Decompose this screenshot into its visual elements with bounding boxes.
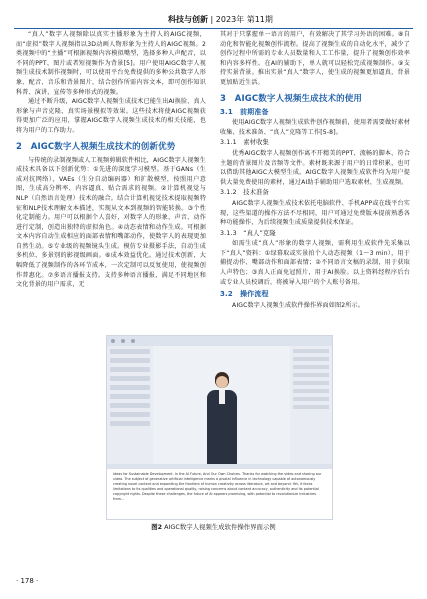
app-body	[107, 346, 332, 464]
paragraph: AIGC数字人视频生成技术依托电脑软件、手机APP或在线平台实现，这些渠道的操作方法不尽相同，用户可通过免费版本提前熟悉各种功能操作，为后续视频生成质量提供技术保证。	[220, 199, 410, 227]
journal-name: 科技与创新	[168, 15, 208, 24]
journal-issue: 2023年 第11期	[215, 15, 273, 24]
page-number: · 178 ·	[16, 577, 39, 585]
subsubsection-heading: 3.1.1 素材收集	[220, 139, 270, 147]
app-left-panel	[107, 346, 153, 464]
right-column	[220, 30, 410, 310]
paragraph: 优秀AIGC数字人视频创作离不开精美的PPT、流畅的脚本、符合主题的背景图片及音频等文件。素材既来源于用户的日常积累，也可以借助其他AIGC大模型生成。AIGC数字人视频生成软件均为用户提供大量免费使用的素材，通过AI助手辅助用户选取素材，生成视频。	[220, 149, 410, 186]
paragraph: “真人”数字人视频除以真实主播形象为主持人的AIGC视频，而“虚拟”数字人视频指以3D动画人物形象为主持人的AIGC视频。2类视频中的“主播”可根据视频内容模拟嘴型，选择多种人声配音，以不同的PPT、图片或者短视频作为背景[5]。用户使用AIGC数字人视频生成技术制作视频时，可以使用平台免费提供的多种公共数字人形象、配音、音乐和背景图片，结合创作所需内容文本，即可创作知识科普、演讲、宣传等多种形式的视频。	[16, 31, 206, 96]
paragraph: 通过不断升级，AIGC数字人视频生成技术已能生出AI换脸、真人形象与声音克隆、真实场景模拟等效果。这些技术将使AIGC视频获得更加广泛的应用，掌握AIGC数字人视频生成技术的相关技能，也将为用户的工作助力。	[16, 98, 206, 134]
toolbar-dot-icon	[131, 339, 135, 343]
subsection-heading: 3.2 操作流程	[220, 290, 269, 299]
journal-title: 科技与创新 | 2023年 第11期	[168, 15, 273, 24]
script-editor	[107, 464, 332, 520]
figure-caption-text: AIGC数字人视频生成软件操作界面示例	[164, 523, 276, 531]
figure-number: 图2	[151, 523, 163, 531]
paragraph: 与传统的录制视频或人工视频剪辑软件相比，AIGC数字人视频生成技术具备以下创新优势：①先进的深度学习模型。基于GANs（生成对抗网络）、VAEs（生分自动编码器）和扩散模型，按照用户意图，生成高分辨率、内容逼真、贴合需求的视频。②计算机视觉与NLP（自然语言处理）技术的融合。结合计算机视觉技术提取视频特征和NLP技术理解文本描述，实现从文本到视频的智能转换。③个性化定制能力。用户可以根据个人喜好，对数字人的形象、声音、动作进行定制，创造出独特的虚拟角色。④动态表情和动作生成。可根据文本内容自动生成相应的面部表情和嘴部动作，使数字人的表现更加自然生动。⑤专业级的视频镜头生成。模仿专业摄影手法，自动生成多机位、多景别的影视级画面。⑥成本效益优化。通过技术创新，大幅降低了视频制作的各环节成本，一次定制可以反复使用，使视频创作普惠化。⑦多语言播报支持。支持多种语言播报，满足不同地区和文化背景的用户需求，无	[16, 156, 206, 289]
header-rule	[14, 28, 413, 29]
script-text: Ideas for Sustainable Development. In the AI Future, And Our Own Choices. Thanks for watching the video and sharing our video. The subject of generative artificial intelligence marks a pivotal influence in technology capable of autonomously creating novel content and expanding the frontiers of human creativity across literature, art and beyond. Yet, it faces limitations to its qualities and operational quality, raising concerns about content accuracy, authenticity and its potential copyright rights. Despite these challenges, the future of AI appears promising, with potential to revolutionize industries from...	[113, 472, 322, 501]
page-header	[0, 6, 427, 28]
paragraph: 使用AIGC数字人视频生成软件创作视频前，使用者需要做好素材收集、技术准备、“真人”克隆等工作[5-8]。	[220, 119, 410, 136]
section-heading: 3 AIGC数字人视频生成技术的使用	[220, 93, 363, 104]
paragraph: 其对于只掌握单一语言的用户，有效解决了其学习外语的困难。⑧自动化和智能化视频创作流程。提高了视频生成的自动化水平，减少了创作过程中所需的专业人员数量和人工工作量，提升了视频创作效率和内容多样性。在AI的辅助下，单人就可以轻松完成视频制作。⑨支持实景背景。推出实景“真人”数字人，使生成的视频更加逼真，背景更加贴近生活。	[220, 31, 410, 86]
subsection-heading: 3.1 前期准备	[220, 107, 269, 116]
paragraph: 如需生成“真人”形象的数字人视频，需利用生成软件先采集以下“真人”资料：①绿幕取或实景拍个人动态视频（1～3 min），用于捕捉动作、嘴部动作和面部表情；②不同语言文稿的录制，用于获取人声特色；③真人正面免冠照片，用于AI换脸。以上资料经程序后台或专业人员校调后，将被导入用户的个人账号备用。	[220, 240, 410, 286]
toolbar-dot-icon	[111, 339, 115, 343]
left-column	[16, 30, 206, 290]
app-right-panel	[290, 346, 332, 464]
digital-human-avatar	[205, 368, 239, 464]
figure-caption	[0, 522, 427, 531]
subsubsection-heading: 3.1.2 技术准备	[220, 189, 270, 197]
section-heading: 2 AIGC数字人视频生成技术的创新优势	[16, 141, 176, 152]
app-toolbar	[107, 336, 332, 346]
toolbar-dot-icon	[121, 339, 125, 343]
video-preview	[153, 346, 290, 464]
subsubsection-heading: 3.1.3 “真人”克隆	[220, 229, 276, 237]
figure-screenshot	[106, 335, 333, 520]
paragraph: AIGC数字人视频生成软件操作界面如图2所示。	[232, 301, 364, 309]
